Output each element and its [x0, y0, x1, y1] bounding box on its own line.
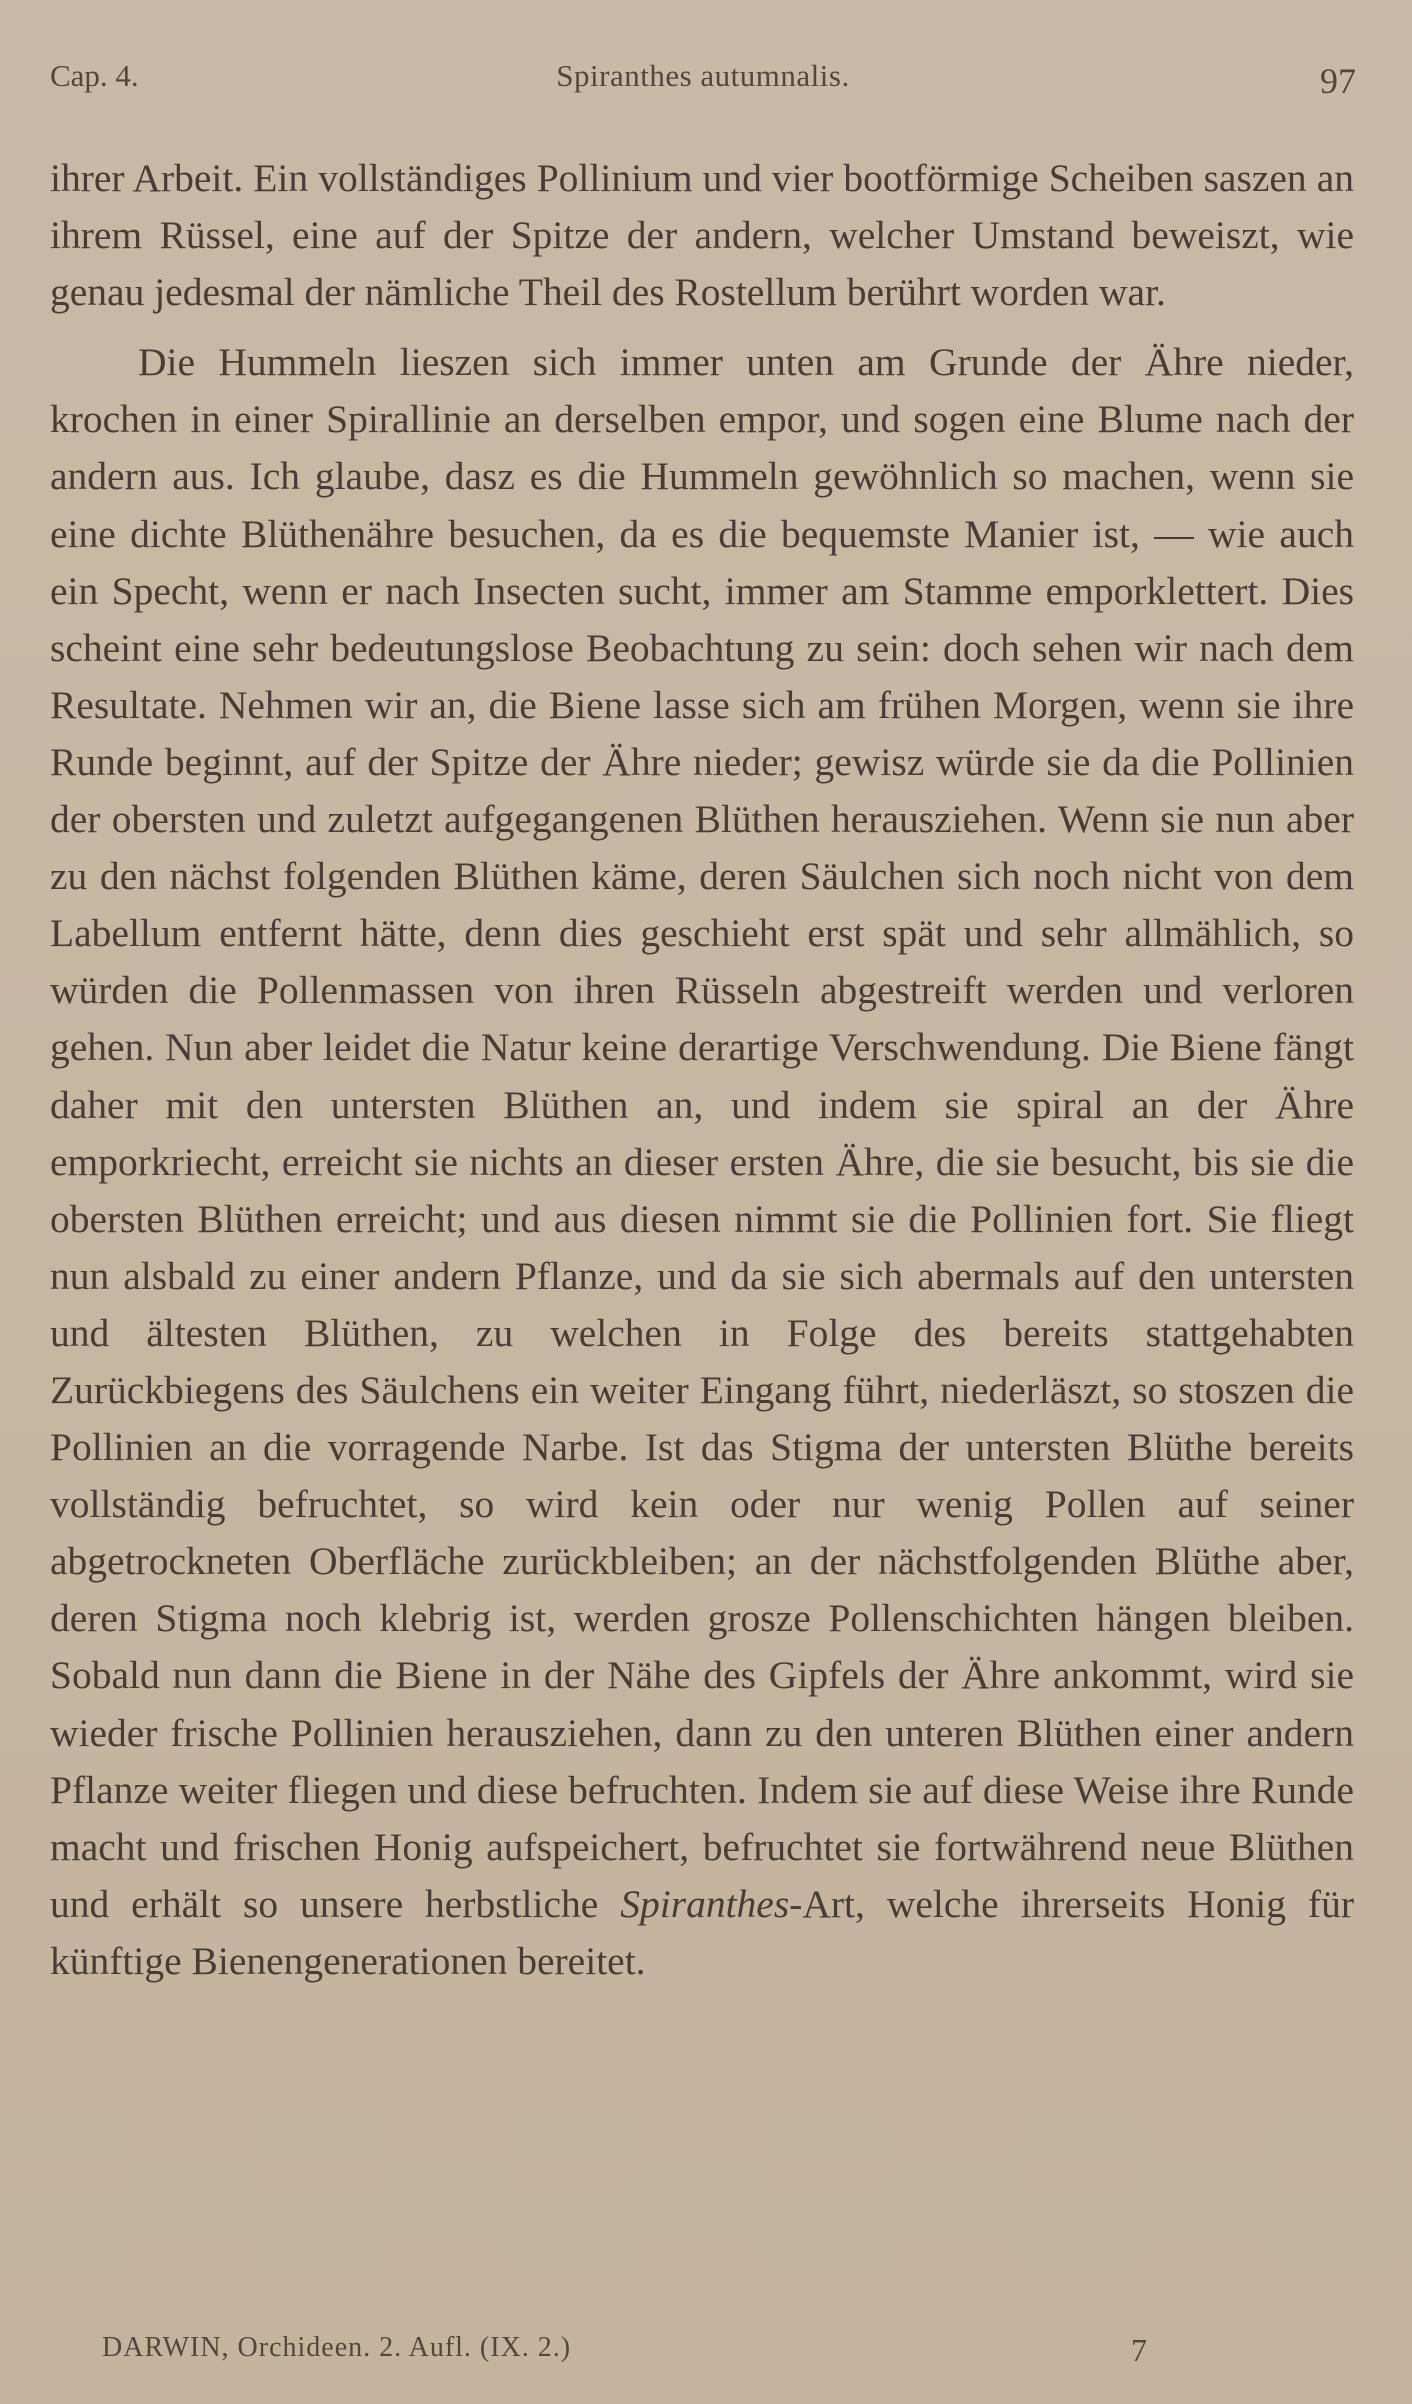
paragraph-2 [50, 334, 1354, 1990]
page-number: 97 [1320, 61, 1356, 101]
main-text [50, 150, 1354, 1990]
paragraph-2-text: Die Hummeln lieszen sich immer unten am Grunde der Ähre nieder, krochen in einer Spirallinie an derselben empor, und sogen eine Blume nach der andern aus. Ich glaube, dasz es die Hummeln gewöhnlich so machen, wenn sie eine dichte Blüthenähre besuchen, da es die bequemste Manier ist, — wie auch ein Specht, wenn er nach Insecten sucht, immer am Stamme emporklettert. Dies scheint eine sehr bedeutungslose Beobachtung zu sein: doch sehen wir nach dem Resultate. Nehmen wir an, die Biene lasse sich am frühen Morgen, wenn sie ihre Runde beginnt, auf der Spitze der Ähre nieder; gewisz würde sie da die Pollinien der obersten und zuletzt aufgegangenen Blüthen herausziehen. Wenn sie nun aber zu den nächst folgenden Blüthen käme, deren Säulchen sich noch nicht von dem Labellum entfernt hätte, denn dies geschieht erst spät und sehr allmählich, so würden die Pollenmassen von ihren Rüsseln abgestreift werden und verloren gehen. Nun aber leidet die Natur keine derartige Verschwendung. Die Biene fängt daher mit den untersten Blüthen an, und indem sie spiral an der Ähre emporkriecht, erreicht sie nichts an dieser ersten Ähre, die sie besucht, bis sie die obersten Blüthen erreicht; und aus diesen nimmt sie die Pollinien fort. Sie fliegt nun alsbald zu einer andern Pflanze, und da sie sich abermals auf den untersten und ältesten Blüthen, zu welchen in Folge des bereits stattgehabten Zurückbiegens des Säulchens ein weiter Eingang führt, niederläszt, so stoszen die Pollinien an die vorragende Narbe. Ist das Stigma der untersten Blüthe bereits vollständig befruchtet, so wird kein oder nur wenig Pollen auf seiner abgetrockneten Oberfläche zurückbleiben; an der nächstfolgenden Blüthe aber, deren Stigma noch klebrig ist, werden grosze Pollenschichten hängen bleiben. Sobald nun dann die Biene in der Nähe des Gipfels der Ähre ankommt, wird sie wieder frische Pollinien herausziehen, dann zu den unteren Blüthen einer andern Pflanze weiter fliegen und diese befruchten. Indem sie auf diese Weise ihre Runde macht und frischen Honig aufspeichert, befruchtet sie fortwährend neue Blüthen und erhält so unsere herbstliche [50, 340, 1354, 1926]
running-title: Spiranthes autumnalis. [556, 58, 850, 93]
printer-signature: DARWIN, Orchideen. 2. Aufl. (IX. 2.) [102, 2332, 572, 2363]
chapter-label: Cap. 4. [50, 58, 139, 93]
signature-line [102, 2332, 1332, 2372]
running-header [50, 58, 1356, 108]
paragraph-1: ihrer Arbeit. Ein vollständiges Pollinium und vier bootförmige Scheiben saszen an ihrem Rüssel, eine auf der Spitze der andern, welcher Umstand beweiszt, wie genau jedesmal der nämliche Theil des Rostellum berührt worden war. [50, 156, 1354, 315]
paragraph-2-end: -Art, welche ihrerseits Honig für künftige Bienengenerationen bereitet. [50, 1881, 1354, 1983]
species-name-italic: Spiranthes [620, 1881, 790, 1926]
signature-mark: 7 [1131, 2332, 1147, 2368]
